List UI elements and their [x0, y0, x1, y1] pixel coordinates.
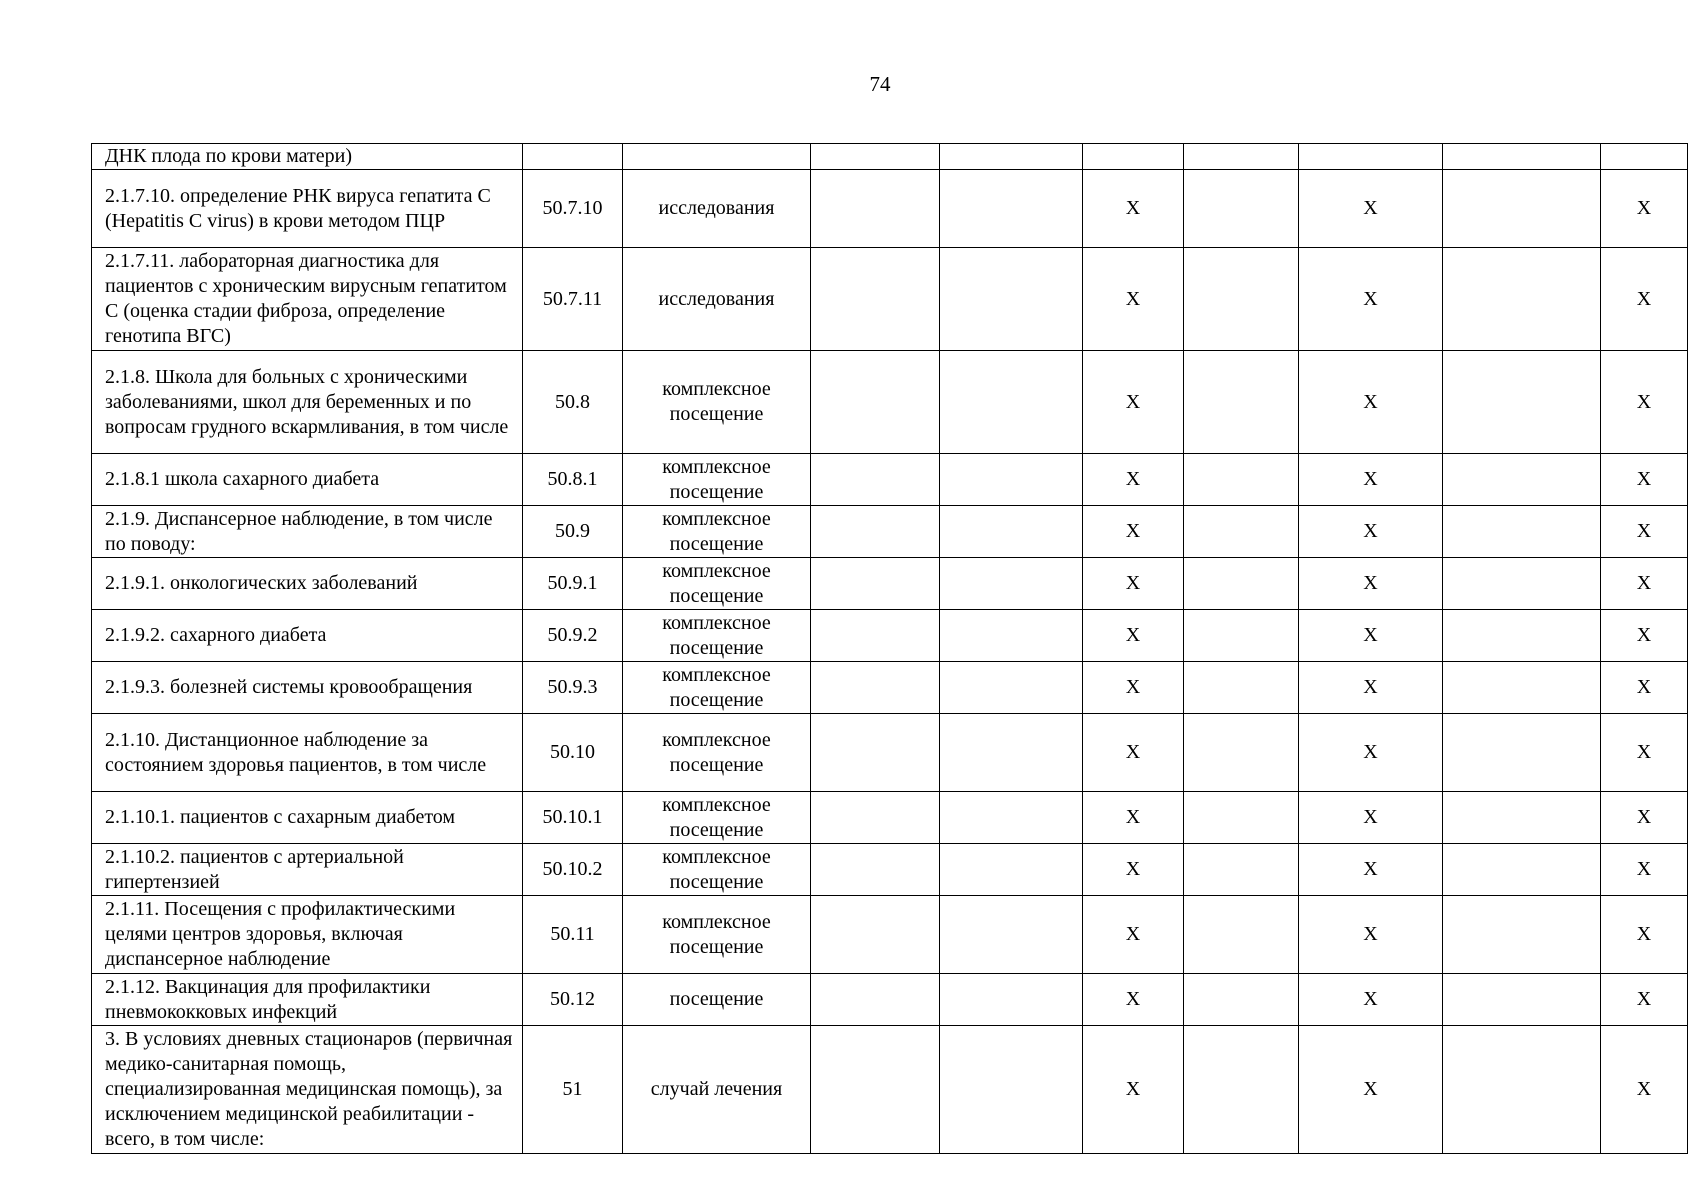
x-mark-cell: X — [1083, 974, 1184, 1026]
empty-cell — [1184, 844, 1299, 896]
empty-cell — [811, 506, 940, 558]
row-unit-cell: комплексное посещение — [623, 714, 811, 792]
row-code-cell: 50.11 — [523, 896, 623, 974]
x-mark-cell: X — [1601, 714, 1688, 792]
row-name-cell: 2.1.11. Посещения с профилактическими целями центров здоровья, включая диспансерное наблюдение — [92, 896, 523, 974]
row-unit-cell: комплексное посещение — [623, 558, 811, 610]
empty-cell — [1184, 1026, 1299, 1154]
x-mark-cell: X — [1083, 506, 1184, 558]
empty-cell — [1184, 506, 1299, 558]
x-mark-cell: X — [1299, 662, 1443, 714]
empty-cell — [1184, 558, 1299, 610]
empty-cell — [1443, 974, 1601, 1026]
x-mark-cell: X — [1601, 248, 1688, 351]
row-name-cell: 2.1.8. Школа для больных с хроническими заболеваниями, школ для беременных и по вопросам грудного вскармливания, в том числе — [92, 351, 523, 454]
table-row — [92, 248, 1688, 351]
empty-cell — [1443, 1026, 1601, 1154]
empty-cell — [940, 170, 1083, 248]
empty-cell — [811, 351, 940, 454]
x-mark-cell: X — [1083, 248, 1184, 351]
x-mark-cell: X — [1083, 714, 1184, 792]
empty-cell — [811, 1026, 940, 1154]
x-mark-cell: X — [1601, 351, 1688, 454]
row-unit-cell: комплексное посещение — [623, 662, 811, 714]
x-mark-cell: X — [1299, 506, 1443, 558]
row-code-cell: 50.7.11 — [523, 248, 623, 351]
table-row — [92, 610, 1688, 662]
empty-cell — [940, 558, 1083, 610]
empty-cell — [811, 714, 940, 792]
table-row — [92, 558, 1688, 610]
x-mark-cell: X — [1601, 792, 1688, 844]
row-code-cell: 50.10.2 — [523, 844, 623, 896]
row-code-cell — [523, 144, 623, 170]
empty-cell — [940, 454, 1083, 506]
row-unit-cell: комплексное посещение — [623, 351, 811, 454]
empty-cell — [940, 1026, 1083, 1154]
x-mark-cell: X — [1083, 170, 1184, 248]
empty-cell — [1443, 558, 1601, 610]
empty-cell — [1184, 170, 1299, 248]
empty-cell — [811, 610, 940, 662]
x-mark-cell: X — [1601, 506, 1688, 558]
row-code-cell: 50.9.2 — [523, 610, 623, 662]
table-row — [92, 792, 1688, 844]
x-mark-cell: X — [1083, 454, 1184, 506]
x-mark-cell: X — [1299, 558, 1443, 610]
row-name-cell: 2.1.12. Вакцинация для профилактики пневмококковых инфекций — [92, 974, 523, 1026]
x-mark-cell: X — [1299, 974, 1443, 1026]
empty-cell — [1184, 792, 1299, 844]
empty-cell — [811, 792, 940, 844]
table-row — [92, 974, 1688, 1026]
empty-cell — [811, 974, 940, 1026]
empty-cell — [940, 144, 1083, 170]
x-mark-cell: X — [1083, 610, 1184, 662]
empty-cell — [1184, 896, 1299, 974]
empty-cell — [1443, 714, 1601, 792]
document-table — [91, 143, 1688, 1154]
x-mark-cell — [1083, 144, 1184, 170]
x-mark-cell: X — [1601, 662, 1688, 714]
empty-cell — [1184, 144, 1299, 170]
row-code-cell: 50.10.1 — [523, 792, 623, 844]
empty-cell — [811, 144, 940, 170]
row-name-cell: 2.1.9.1. онкологических заболеваний — [92, 558, 523, 610]
row-name-cell: 3. В условиях дневных стационаров (первичная медико-санитарная помощь, специализированная медицинская помощь), за исключением медицинской реабилитации - всего, в том числе: — [92, 1026, 523, 1154]
x-mark-cell: X — [1601, 974, 1688, 1026]
row-unit-cell — [623, 144, 811, 170]
row-code-cell: 51 — [523, 1026, 623, 1154]
empty-cell — [811, 170, 940, 248]
empty-cell — [811, 558, 940, 610]
row-name-cell: 2.1.7.11. лабораторная диагностика для пациентов с хроническим вирусным гепатитом С (оценка стадии фиброза, определение генотипа ВГС) — [92, 248, 523, 351]
empty-cell — [940, 248, 1083, 351]
empty-cell — [1443, 792, 1601, 844]
empty-cell — [1184, 610, 1299, 662]
x-mark-cell: X — [1601, 170, 1688, 248]
empty-cell — [1443, 506, 1601, 558]
table-row — [92, 506, 1688, 558]
x-mark-cell: X — [1299, 170, 1443, 248]
row-name-cell: 2.1.10. Дистанционное наблюдение за состоянием здоровья пациентов, в том числе — [92, 714, 523, 792]
table-row — [92, 844, 1688, 896]
row-code-cell: 50.9.1 — [523, 558, 623, 610]
table-row — [92, 454, 1688, 506]
empty-cell — [1184, 662, 1299, 714]
empty-cell — [1184, 974, 1299, 1026]
empty-cell — [940, 351, 1083, 454]
row-name-cell: 2.1.10.2. пациентов с артериальной гипертензией — [92, 844, 523, 896]
x-mark-cell: X — [1601, 558, 1688, 610]
x-mark-cell: X — [1601, 1026, 1688, 1154]
row-unit-cell: комплексное посещение — [623, 792, 811, 844]
empty-cell — [1443, 454, 1601, 506]
x-mark-cell: X — [1083, 844, 1184, 896]
empty-cell — [1443, 351, 1601, 454]
x-mark-cell: X — [1601, 610, 1688, 662]
table-row — [92, 714, 1688, 792]
empty-cell — [940, 610, 1083, 662]
empty-cell — [1443, 844, 1601, 896]
table-row — [92, 170, 1688, 248]
x-mark-cell: X — [1083, 1026, 1184, 1154]
table-row — [92, 1026, 1688, 1154]
empty-cell — [940, 896, 1083, 974]
row-name-cell: ДНК плода по крови матери) — [92, 144, 523, 170]
empty-cell — [940, 844, 1083, 896]
row-unit-cell: исследования — [623, 170, 811, 248]
empty-cell — [940, 714, 1083, 792]
x-mark-cell: X — [1299, 844, 1443, 896]
row-unit-cell: комплексное посещение — [623, 844, 811, 896]
x-mark-cell: X — [1299, 714, 1443, 792]
empty-cell — [940, 974, 1083, 1026]
row-code-cell: 50.8 — [523, 351, 623, 454]
row-code-cell: 50.10 — [523, 714, 623, 792]
x-mark-cell — [1299, 144, 1443, 170]
empty-cell — [1184, 248, 1299, 351]
table-row — [92, 144, 1688, 170]
x-mark-cell: X — [1601, 454, 1688, 506]
x-mark-cell: X — [1083, 662, 1184, 714]
x-mark-cell: X — [1299, 248, 1443, 351]
empty-cell — [1443, 896, 1601, 974]
x-mark-cell — [1601, 144, 1688, 170]
table-row — [92, 662, 1688, 714]
empty-cell — [811, 248, 940, 351]
row-code-cell: 50.9.3 — [523, 662, 623, 714]
row-code-cell: 50.8.1 — [523, 454, 623, 506]
row-name-cell: 2.1.8.1 школа сахарного диабета — [92, 454, 523, 506]
row-name-cell: 2.1.9.3. болезней системы кровообращения — [92, 662, 523, 714]
row-code-cell: 50.9 — [523, 506, 623, 558]
x-mark-cell: X — [1083, 558, 1184, 610]
row-unit-cell: комплексное посещение — [623, 506, 811, 558]
empty-cell — [811, 454, 940, 506]
row-name-cell: 2.1.9. Диспансерное наблюдение, в том числе по поводу: — [92, 506, 523, 558]
row-unit-cell: посещение — [623, 974, 811, 1026]
empty-cell — [940, 506, 1083, 558]
table-body — [92, 144, 1688, 1154]
x-mark-cell: X — [1083, 351, 1184, 454]
empty-cell — [1443, 248, 1601, 351]
empty-cell — [940, 792, 1083, 844]
table-row — [92, 351, 1688, 454]
x-mark-cell: X — [1601, 896, 1688, 974]
empty-cell — [1184, 714, 1299, 792]
table-row — [92, 896, 1688, 974]
empty-cell — [1184, 454, 1299, 506]
empty-cell — [1443, 662, 1601, 714]
empty-cell — [1184, 351, 1299, 454]
page-number: 74 — [869, 72, 891, 96]
row-name-cell: 2.1.10.1. пациентов с сахарным диабетом — [92, 792, 523, 844]
x-mark-cell: X — [1299, 896, 1443, 974]
x-mark-cell: X — [1299, 1026, 1443, 1154]
row-unit-cell: комплексное посещение — [623, 896, 811, 974]
empty-cell — [811, 896, 940, 974]
x-mark-cell: X — [1083, 896, 1184, 974]
empty-cell — [811, 844, 940, 896]
x-mark-cell: X — [1083, 792, 1184, 844]
row-code-cell: 50.12 — [523, 974, 623, 1026]
row-unit-cell: исследования — [623, 248, 811, 351]
x-mark-cell: X — [1299, 792, 1443, 844]
row-unit-cell: комплексное посещение — [623, 454, 811, 506]
x-mark-cell: X — [1299, 351, 1443, 454]
empty-cell — [1443, 144, 1601, 170]
row-unit-cell: случай лечения — [623, 1026, 811, 1154]
row-code-cell: 50.7.10 — [523, 170, 623, 248]
x-mark-cell: X — [1299, 610, 1443, 662]
row-name-cell: 2.1.7.10. определение РНК вируса гепатита С (Hepatitis C virus) в крови методом ПЦР — [92, 170, 523, 248]
row-name-cell: 2.1.9.2. сахарного диабета — [92, 610, 523, 662]
empty-cell — [811, 662, 940, 714]
empty-cell — [1443, 610, 1601, 662]
empty-cell — [940, 662, 1083, 714]
x-mark-cell: X — [1299, 454, 1443, 506]
row-unit-cell: комплексное посещение — [623, 610, 811, 662]
empty-cell — [1443, 170, 1601, 248]
x-mark-cell: X — [1601, 844, 1688, 896]
